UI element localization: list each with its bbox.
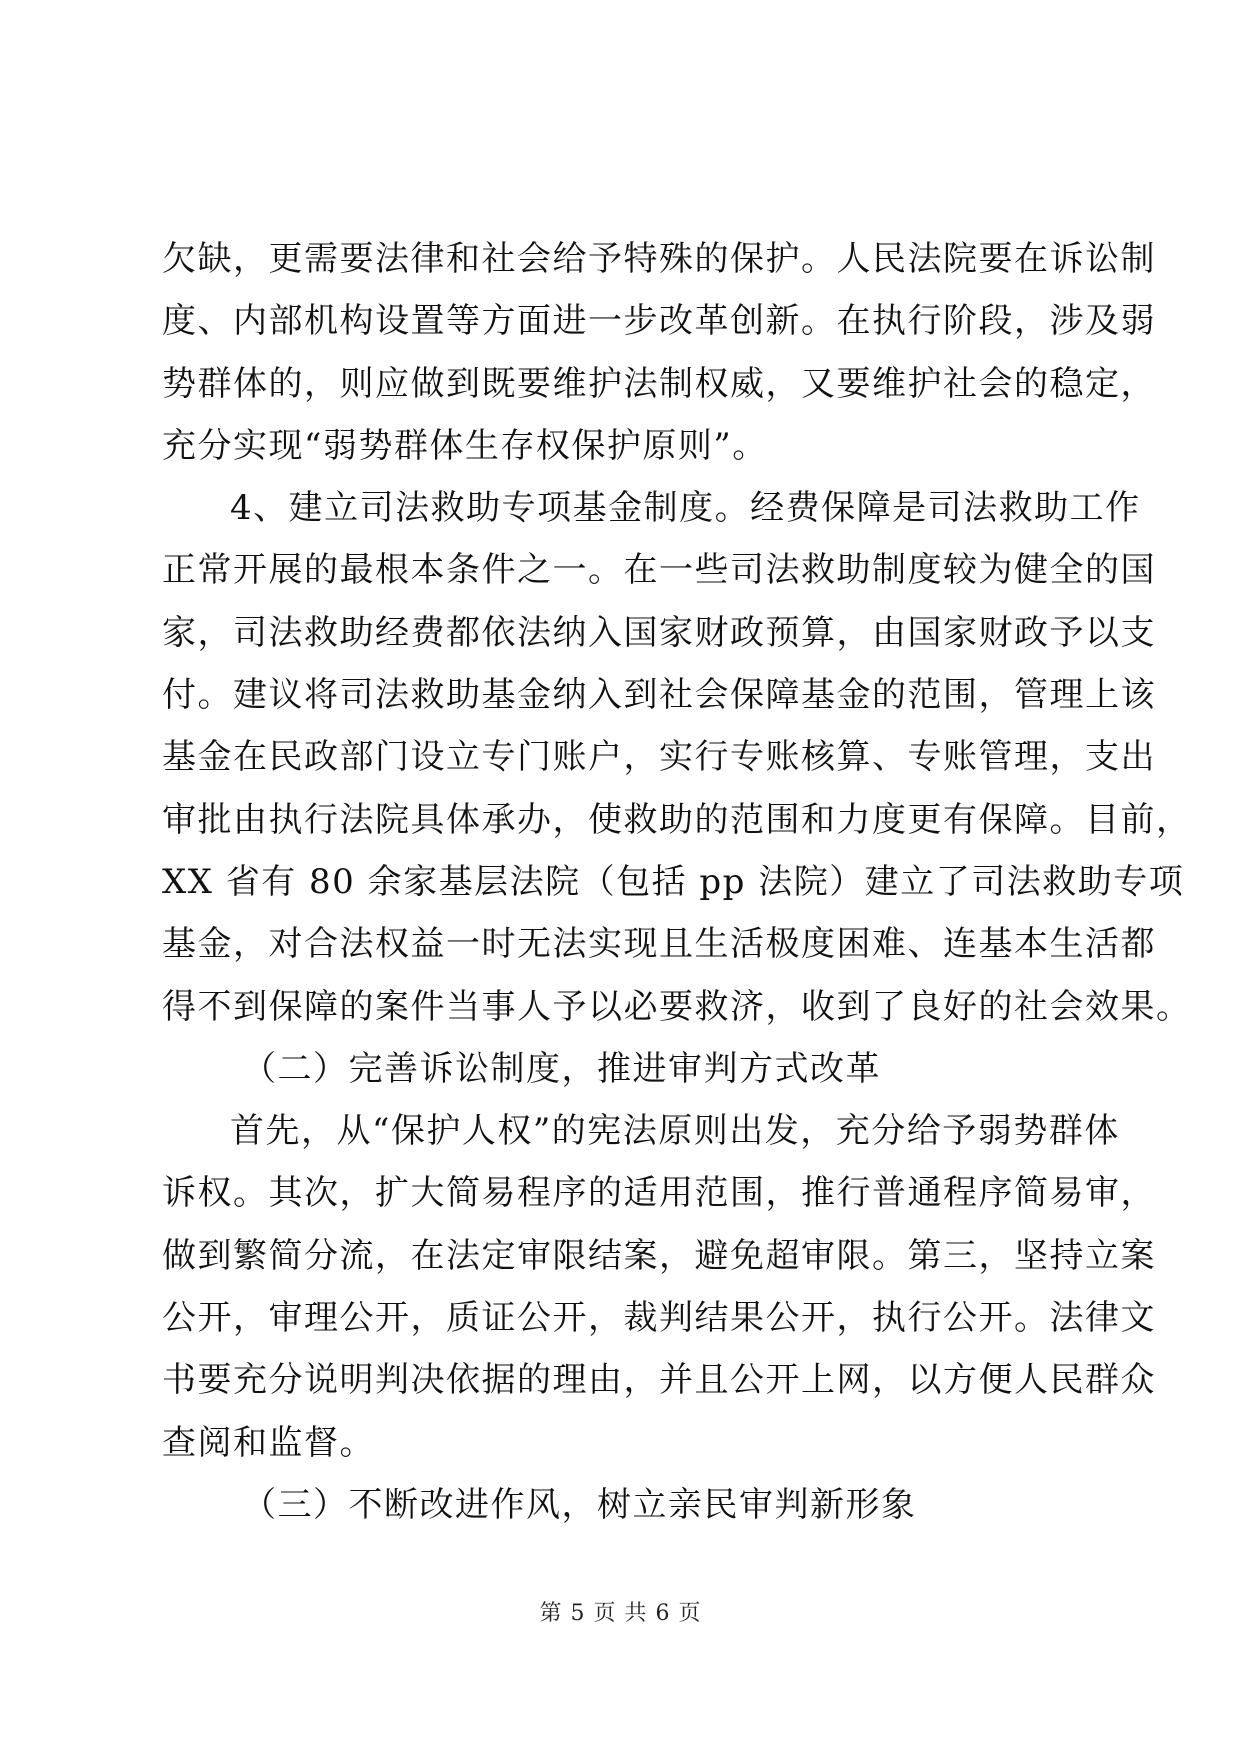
section-heading (162, 1038, 1077, 1100)
text-line: 得不到保障的案件当事人予以必要救济，收到了良好的社会效果。 (162, 986, 1192, 1027)
text-line: 书要充分说明判决依据的理由，并且公开上网，以方便人民群众 (162, 1360, 1156, 1401)
text-line: 基金在民政部门设立专门账户，实行专账核算、专账管理，支出 (162, 737, 1156, 778)
text-line: 正常开展的最根本条件之一。在一些司法救助制度较为健全的国 (162, 550, 1156, 591)
paragraph (162, 1100, 1156, 1474)
text-line: 诉权。其次，扩大简易程序的适用范围，推行普通程序简易审， (162, 1173, 1156, 1214)
text-line: 基金，对合法权益一时无法实现且生活极度困难、连基本生活都 (162, 924, 1156, 965)
text-line: （二）完善诉讼制度，推进审判方式改革 (242, 1048, 881, 1089)
text-line: 4、建立司法救助专项基金制度。经费保障是司法救助工作 (230, 488, 1141, 529)
text-line: 付。建议将司法救助基金纳入到社会保障基金的范围，管理上该 (162, 675, 1156, 716)
text-line: 公开，审理公开，质证公开，裁判结果公开，执行公开。法律文 (162, 1298, 1156, 1339)
text-line: 首先，从“保护人权”的宪法原则出发，充分给予弱势群体 (230, 1111, 1120, 1152)
text-line: 势群体的，则应做到既要维护法制权威，又要维护社会的稳定， (162, 363, 1156, 404)
text-line: XX 省有 80 余家基层法院（包括 pp 法院）建立了司法救助专项 (162, 861, 1185, 902)
paragraph (162, 228, 1156, 477)
text-line: 充分实现“弱势群体生存权保护原则”。 (162, 425, 768, 466)
page-footer: 第 5 页 共 6 页 (539, 1601, 702, 1626)
paragraph (162, 477, 1192, 1038)
text-line: 做到繁简分流，在法定审限结案，避免超审限。第三，坚持立案 (162, 1235, 1156, 1276)
document-body (162, 228, 1192, 1536)
text-line: 查阅和监督。 (162, 1422, 375, 1463)
text-line: 审批由执行法院具体承办，使救助的范围和力度更有保障。目前， (162, 799, 1192, 840)
section-heading (162, 1474, 1077, 1536)
text-line: 欠缺，更需要法律和社会给予特殊的保护。人民法院要在诉讼制 (162, 239, 1156, 279)
text-line: 家，司法救助经费都依法纳入国家财政预算，由国家财政予以支 (162, 612, 1156, 653)
text-line: 度、内部机构设置等方面进一步改革创新。在执行阶段，涉及弱 (162, 301, 1156, 342)
text-line: （三）不断改进作风，树立亲民审判新形象 (242, 1484, 917, 1525)
